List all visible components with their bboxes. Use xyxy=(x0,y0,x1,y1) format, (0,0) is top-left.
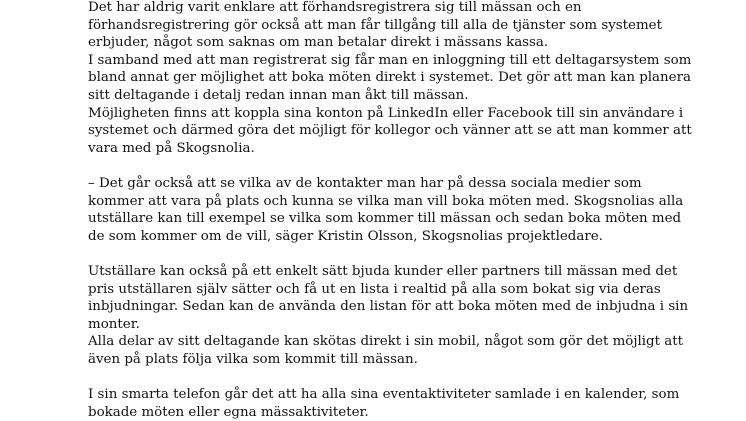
document-body xyxy=(88,0,728,421)
text-line: även på plats följa vilka som kommit till mässan. xyxy=(88,351,418,367)
text-line: vara med på Skogsnolia. xyxy=(88,140,255,156)
paragraph xyxy=(88,52,728,105)
text-line: utställare kan till exempel se vilka som kommer till mässan och sedan boka möten med xyxy=(88,211,682,227)
text-line: erbjuder, något som saknas om man betalar direkt i mässans kassa. xyxy=(88,35,549,51)
text-line: sitt deltagande i detalj redan innan man åkt till mässan. xyxy=(88,87,469,103)
paragraph xyxy=(88,175,728,245)
paragraph xyxy=(88,263,728,333)
paragraph xyxy=(88,0,728,52)
text-line: – Det går också att se vilka av de kontakter man har på dessa sociala medier som xyxy=(88,175,642,191)
text-line: de som kommer om de vill, säger Kristin Olsson, Skogsnolias projektledare. xyxy=(88,228,603,244)
text-line: systemet och därmed göra det möjligt för kollegor och vänner att se att man kommer att xyxy=(88,123,692,139)
text-line: bokade möten eller egna mässaktiviteter. xyxy=(88,404,369,420)
paragraph xyxy=(88,333,728,368)
text-line: pris utställaren själv sätter och få ut en lista i realtid på alla som bokat sig via deras xyxy=(88,281,661,297)
text-line: monter. xyxy=(88,316,140,332)
text-line: Utställare kan också på ett enkelt sätt bjuda kunder eller partners till mässan med det xyxy=(88,263,678,279)
text-line: bland annat ger möjlighet att boka möten direkt i systemet. Det gör att man kan planera xyxy=(88,70,691,86)
text-line: Möjligheten finns att koppla sina konton på LinkedIn eller Facebook till sin användare i xyxy=(88,105,684,121)
text-line: inbjudningar. Sedan kan de använda den listan för att boka möten med de inbjudna i sin xyxy=(88,299,689,315)
text-line: Det har aldrig varit enklare att förhandsregistrera sig till mässan och en xyxy=(88,0,582,15)
paragraph xyxy=(88,105,728,158)
text-line: Alla delar av sitt deltagande kan skötas direkt i sin mobil, något som gör det möjligt att xyxy=(88,334,684,350)
text-line: I samband med att man registrerat sig får man en inloggning till ett deltagarsystem som xyxy=(88,52,692,68)
text-line: förhandsregistrering gör också att man får tillgång till alla de tjänster som systemet xyxy=(88,17,662,33)
paragraph xyxy=(88,386,728,421)
paragraph-spacer xyxy=(88,368,728,386)
paragraph-spacer xyxy=(88,157,728,175)
paragraph-spacer xyxy=(88,245,728,263)
text-line: kommer att vara på plats och kunna se vilka man vill boka möten med. Skogsnolias alla xyxy=(88,193,684,209)
text-line: I sin smarta telefon går det att ha alla sina eventaktiviteter samlade i en kalender, som xyxy=(88,387,680,403)
